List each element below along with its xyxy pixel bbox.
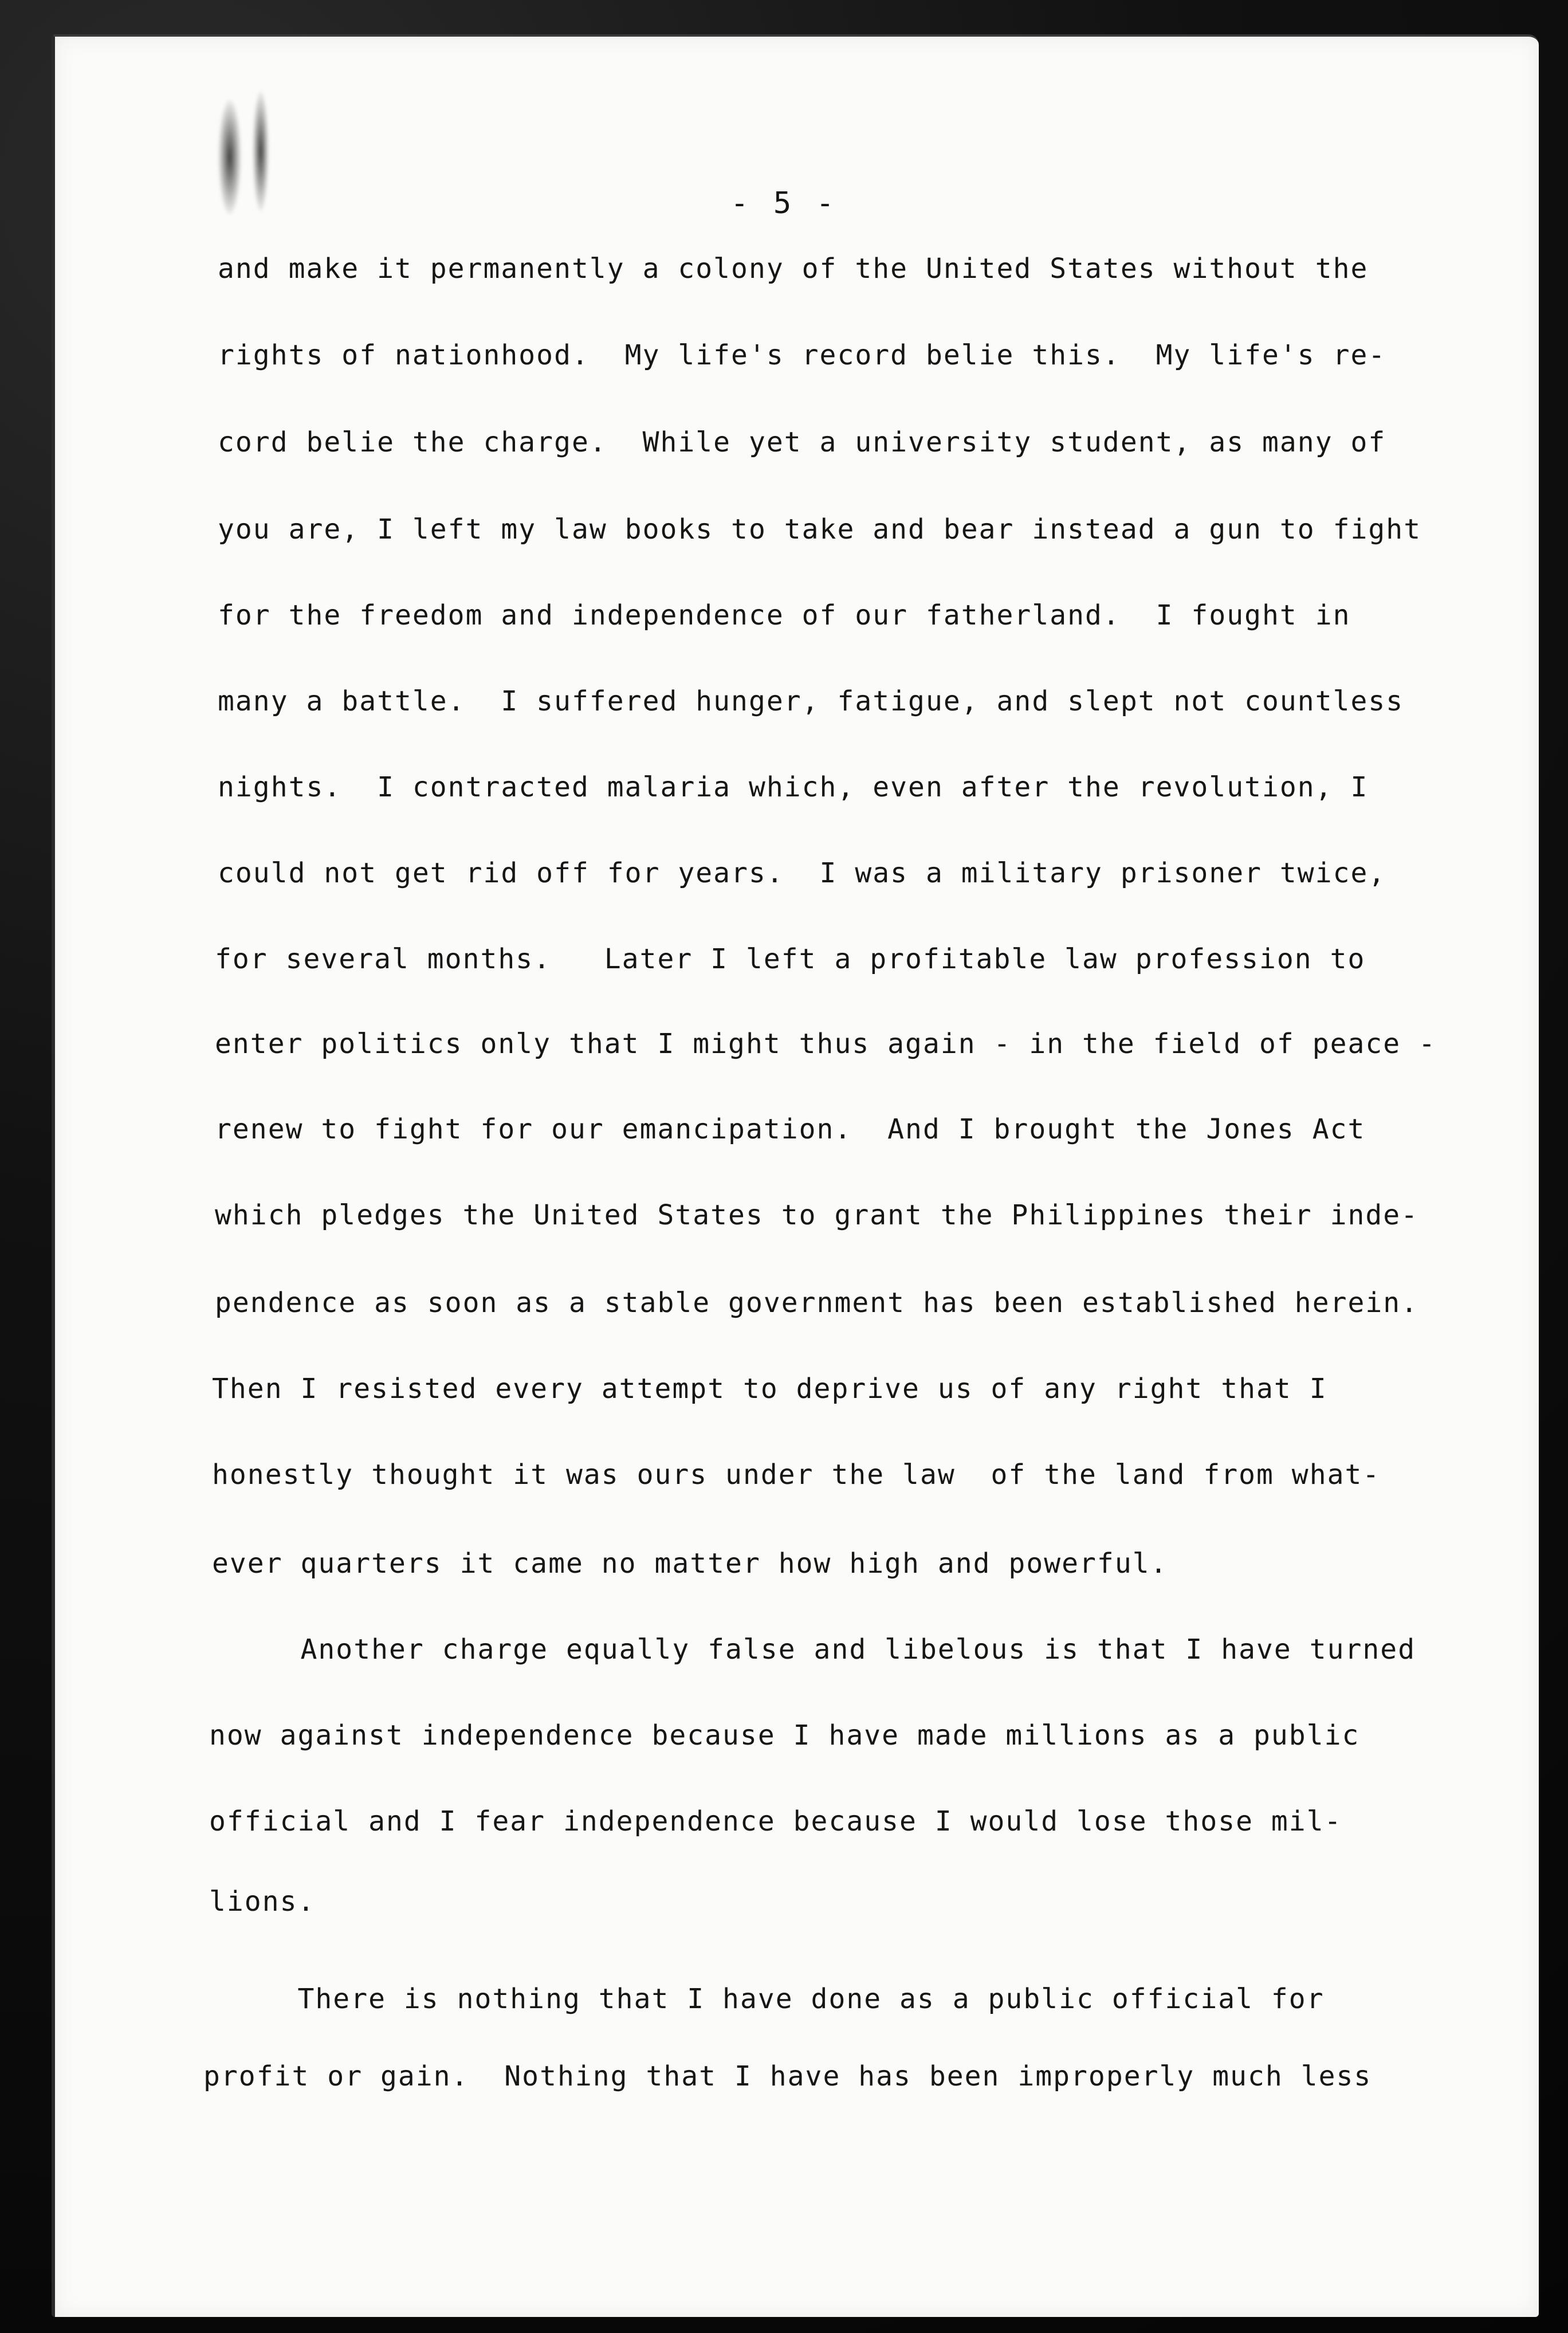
text-line: now against independence because I have made millions as a public [209,1719,1360,1751]
text-line: rights of nationhood. My life's record belie this. My life's re- [218,339,1386,371]
text-line: Another charge equally false and libelous is that I have turned [212,1633,1416,1666]
text-line: renew to fight for our emancipation. And I brought the Jones Act [215,1113,1366,1145]
text-line: lions. [209,1886,316,1918]
text-line: cord belie the charge. While yet a university student, as many of [218,426,1386,458]
text-line: Then I resisted every attempt to deprive us of any right that I [212,1373,1327,1405]
text-line: profit or gain. Nothing that I have has been improperly much less [203,2060,1372,2092]
text-line: which pledges the United States to grant the Philippines their inde- [215,1199,1419,1231]
text-line: many a battle. I suffered hunger, fatigue, and slept not countless [218,685,1404,717]
text-line: There is nothing that I have done as a public official for [209,1983,1325,2015]
text-line: for the freedom and independence of our fatherland. I fought in [218,599,1351,631]
text-line: honestly thought it was ours under the law of the land from what- [212,1459,1381,1491]
text-line: ever quarters it came no matter how high and powerful. [212,1548,1168,1580]
text-line: you are, I left my law books to take and bear instead a gun to fight [218,513,1422,545]
document-page [52,34,1539,2317]
text-line: enter politics only that I might thus again - in the field of peace - [215,1028,1436,1060]
text-line: nights. I contracted malaria which, even after the revolution, I [218,771,1369,803]
page-number: - 5 - [730,186,838,221]
text-line: could not get rid off for years. I was a military prisoner twice, [218,857,1386,889]
text-line: and make it permanently a colony of the United States without the [218,253,1369,285]
text-line: pendence as soon as a stable government has been established herein. [215,1287,1419,1319]
text-line: official and I fear independence because I would lose those mil- [209,1805,1342,1837]
text-line: for several months. Later I left a profitable law profession to [215,943,1366,975]
